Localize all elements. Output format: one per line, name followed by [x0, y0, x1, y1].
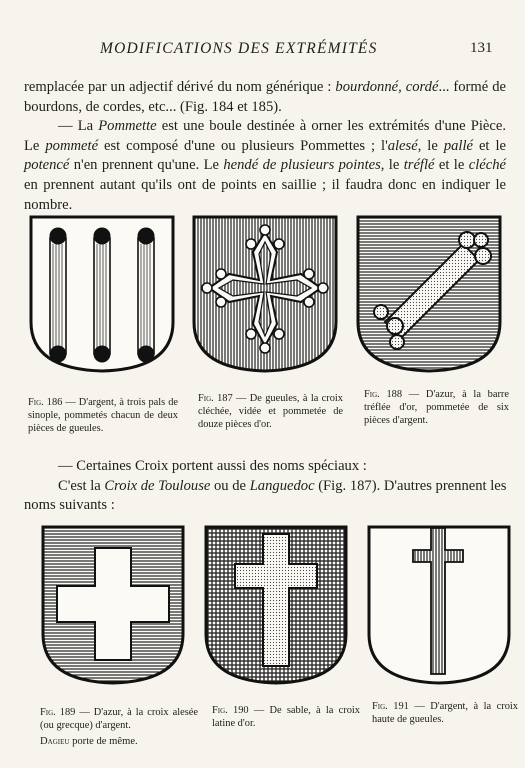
shield-186-image: [28, 214, 176, 374]
text-segment: potencé: [24, 157, 70, 174]
fig-190-text: — De sable, à la croix latine d'or.: [212, 705, 361, 729]
shield-191-image: [366, 524, 512, 686]
middle-text: [24, 457, 512, 516]
text-segment: hendé de plusieurs pointes: [223, 157, 381, 174]
fig-186-number: Fig. 186: [28, 397, 63, 408]
caption-fig-188: [364, 388, 509, 427]
text-segment: tréflé: [403, 157, 435, 174]
intro-paragraph-2: [24, 117, 506, 215]
text-segment: — Certaines Croix portent aussi des noms spéciaux :: [58, 458, 367, 474]
text-segment: alesé: [387, 137, 418, 154]
caption-fig-189: [40, 706, 198, 732]
text-segment: en prennent autant qu'ils ont de points en saillie ; il faudra donc en indiquer le nombre.: [24, 176, 506, 213]
text-segment: et le: [434, 157, 469, 174]
fig-191-number: Fig. 191: [372, 701, 409, 712]
shield-190-image: [203, 524, 349, 686]
text-segment: remplacée par un adjectif dérivé du nom générique :: [24, 79, 336, 95]
fig-188-number: Fig. 188: [364, 389, 403, 400]
fig-189-text: — D'azur, à la croix alesée (ou grecque) d'argent.: [40, 707, 198, 731]
intro-paragraph-1: [24, 78, 506, 117]
running-title: MODIFICATIONS DES EXTRÉMITÉS: [100, 40, 378, 57]
text-segment: est une boule destinée à orner les extrémités d'une Pièce. Le: [24, 118, 506, 154]
fig-189-number: Fig. 189: [40, 707, 76, 718]
fig-188-text: — D'azur, à la barre tréflée d'or, pommetée de six pièces d'argent.: [364, 389, 509, 426]
note-text: porte de même.: [69, 736, 138, 747]
text-segment: cléché: [468, 157, 506, 174]
caption-fig-187: [198, 392, 343, 431]
text-segment: , le: [380, 157, 404, 174]
note-fig-189: [40, 736, 138, 747]
fig-187-text: — De gueules, à la croix cléchée, vidée et pommetée de douze pièces d'or.: [198, 393, 343, 430]
fig-190-number: Fig. 190: [212, 705, 249, 716]
text-segment: ... formé de bourdons, de cordes, etc... (Fig. 184 et 185).: [24, 79, 506, 115]
text-segment: pommeté: [45, 137, 99, 154]
shield-187-image: [191, 214, 339, 374]
text-segment: pallé: [443, 137, 473, 154]
middle-paragraph-2: [24, 477, 512, 516]
text-segment: bourdonné, cordé: [335, 79, 439, 95]
text-segment: Croix de Toulouse: [104, 477, 211, 494]
shield-189-image: [40, 524, 186, 686]
middle-paragraph-1: [24, 457, 512, 477]
intro-text: [24, 78, 506, 215]
text-segment: Pommette: [98, 118, 157, 135]
text-segment: (Fig. 187). D'autres prennent les noms suivants :: [24, 477, 507, 514]
fig-186-text: — D'argent, à trois pals de sinople, pommetés chacun de deux pièces de gueules.: [28, 397, 179, 434]
page-header: [0, 40, 525, 62]
caption-fig-190: [212, 704, 360, 730]
fig-187-number: Fig. 187: [198, 393, 233, 404]
fig-191-text: — D'argent, à la croix haute de gueules.: [372, 701, 518, 725]
note-name: Dagieu: [40, 736, 70, 747]
text-segment: et le: [473, 137, 506, 154]
text-segment: — La: [58, 118, 99, 135]
caption-fig-191: [372, 700, 518, 726]
page-number: 131: [470, 40, 493, 56]
text-segment: ou de: [210, 477, 250, 494]
caption-fig-186: [28, 396, 178, 435]
text-segment: C'est la: [58, 477, 105, 494]
text-segment: Languedoc: [249, 477, 315, 494]
text-segment: n'en prennent qu'une. Le: [69, 157, 224, 174]
text-segment: est composé d'une ou plusieurs Pommettes ; l': [98, 137, 388, 154]
text-segment: , le: [417, 137, 444, 154]
shield-188-image: [355, 214, 503, 374]
